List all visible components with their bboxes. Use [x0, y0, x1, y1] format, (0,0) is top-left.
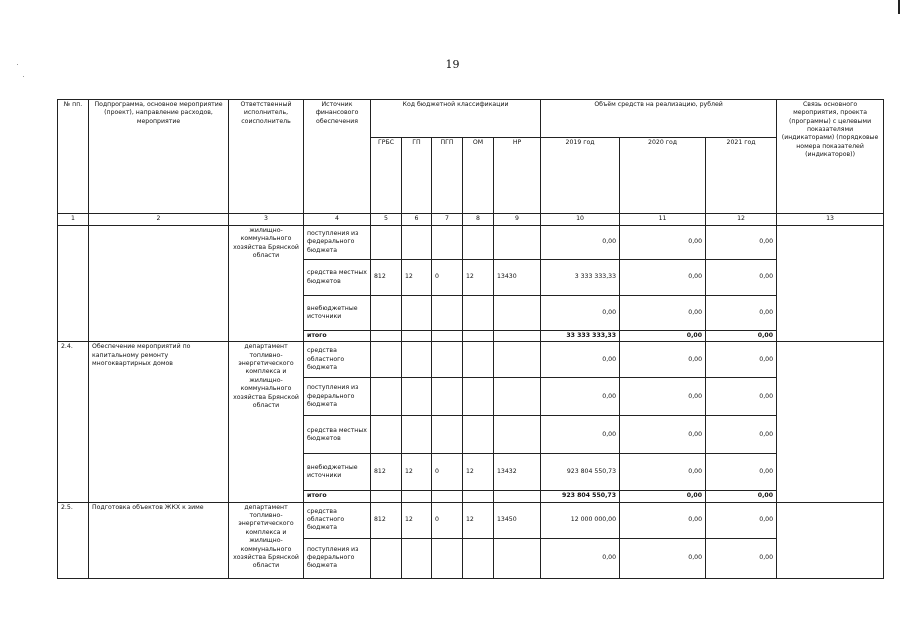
source-cell: внебюджетные источники	[304, 296, 371, 331]
pgp-cell	[432, 378, 463, 416]
pgp-cell	[432, 226, 463, 260]
amount-2019: 3 333 333,33	[541, 260, 620, 296]
pgp-cell	[432, 296, 463, 331]
amount-2021: 0,00	[706, 538, 777, 578]
amount-2021: 0,00	[706, 260, 777, 296]
total-2020: 0,00	[620, 491, 706, 502]
header-pgp: ПГП	[432, 138, 463, 214]
om-cell: 12	[463, 454, 494, 491]
column-number: 11	[620, 214, 706, 226]
om-cell: 12	[463, 502, 494, 538]
amount-2019: 0,00	[541, 416, 620, 454]
table-row	[58, 342, 884, 378]
pgp-cell	[432, 538, 463, 578]
source-cell: средства местных бюджетов	[304, 260, 371, 296]
np-cell	[494, 226, 541, 260]
scan-speck	[23, 76, 24, 77]
np-cell	[494, 331, 541, 342]
gp-cell	[402, 331, 432, 342]
header-source: Источник финансового обеспечения	[304, 100, 371, 214]
pgp-cell	[432, 491, 463, 502]
total-2021: 0,00	[706, 331, 777, 342]
amount-2021: 0,00	[706, 416, 777, 454]
gp-cell: 12	[402, 260, 432, 296]
header-num: № пп.	[58, 100, 89, 214]
header-2020: 2020 год	[620, 138, 706, 214]
source-cell: поступления из федерального бюджета	[304, 538, 371, 578]
amount-2019: 0,00	[541, 378, 620, 416]
total-label: итого	[304, 331, 371, 342]
np-cell	[494, 378, 541, 416]
amount-2021: 0,00	[706, 502, 777, 538]
source-cell: внебюджетные источники	[304, 454, 371, 491]
amount-2021: 0,00	[706, 454, 777, 491]
amount-2021: 0,00	[706, 342, 777, 378]
column-number: 10	[541, 214, 620, 226]
om-cell	[463, 296, 494, 331]
om-cell	[463, 226, 494, 260]
total-label: итого	[304, 491, 371, 502]
item-responsible: жилищно-коммунального хозяйства Брянской области	[229, 226, 304, 342]
amount-2020: 0,00	[620, 342, 706, 378]
column-number: 3	[229, 214, 304, 226]
column-number: 2	[89, 214, 229, 226]
gp-cell: 12	[402, 454, 432, 491]
amount-2020: 0,00	[620, 296, 706, 331]
column-number: 4	[304, 214, 371, 226]
source-cell: поступления из федерального бюджета	[304, 378, 371, 416]
source-cell: средства областного бюджета	[304, 502, 371, 538]
grbs-cell	[371, 416, 402, 454]
pgp-cell	[432, 331, 463, 342]
item-responsible: департамент топливно-энергетического комплекса и жилищно-коммунального хозяйства Брянской области	[229, 342, 304, 502]
grbs-cell: 812	[371, 260, 402, 296]
page-number: 19	[445, 58, 460, 71]
item-responsible: департамент топливно-энергетического комплекса и жилищно-коммунального хозяйства Брянской области	[229, 502, 304, 578]
header-budget-code: Код бюджетной классификации	[371, 100, 541, 138]
om-cell	[463, 416, 494, 454]
pgp-cell: 0	[432, 502, 463, 538]
np-cell: 13450	[494, 502, 541, 538]
gp-cell	[402, 491, 432, 502]
header-gp: ГП	[402, 138, 432, 214]
grbs-cell	[371, 226, 402, 260]
om-cell	[463, 378, 494, 416]
pgp-cell: 0	[432, 260, 463, 296]
gp-cell	[402, 226, 432, 260]
indicator-link	[777, 226, 884, 342]
np-cell	[494, 538, 541, 578]
grbs-cell	[371, 342, 402, 378]
amount-2020: 0,00	[620, 416, 706, 454]
om-cell	[463, 491, 494, 502]
header-link: Связь основного мероприятия, проекта (программы) с целевыми показателями (индикаторами) (порядковые номера показателей (индикаторов))	[777, 100, 884, 214]
np-cell	[494, 296, 541, 331]
amount-2019: 12 000 000,00	[541, 502, 620, 538]
gp-cell	[402, 296, 432, 331]
column-number: 1	[58, 214, 89, 226]
amount-2019: 923 804 550,73	[541, 454, 620, 491]
total-2021: 0,00	[706, 491, 777, 502]
pgp-cell	[432, 416, 463, 454]
total-2020: 0,00	[620, 331, 706, 342]
grbs-cell: 812	[371, 502, 402, 538]
om-cell: 12	[463, 260, 494, 296]
pgp-cell: 0	[432, 454, 463, 491]
budget-table	[57, 99, 884, 579]
amount-2021: 0,00	[706, 296, 777, 331]
column-number: 5	[371, 214, 402, 226]
amount-2019: 0,00	[541, 342, 620, 378]
np-cell	[494, 416, 541, 454]
amount-2020: 0,00	[620, 502, 706, 538]
item-number: 2.4.	[58, 342, 89, 502]
indicator-link	[777, 502, 884, 578]
column-number: 12	[706, 214, 777, 226]
column-number: 8	[463, 214, 494, 226]
header-om: ОМ	[463, 138, 494, 214]
grbs-cell	[371, 331, 402, 342]
column-number: 13	[777, 214, 884, 226]
grbs-cell	[371, 296, 402, 331]
header-2019: 2019 год	[541, 138, 620, 214]
grbs-cell	[371, 491, 402, 502]
column-number: 9	[494, 214, 541, 226]
gp-cell	[402, 538, 432, 578]
indicator-link	[777, 342, 884, 502]
amount-2021: 0,00	[706, 226, 777, 260]
header-responsible: Ответственный исполнитель, соисполнитель	[229, 100, 304, 214]
header-2021: 2021 год	[706, 138, 777, 214]
grbs-cell: 812	[371, 454, 402, 491]
header-program: Подпрограмма, основное мероприятие (проект), направление расходов, мероприятие	[89, 100, 229, 214]
total-2019: 33 333 333,33	[541, 331, 620, 342]
amount-2020: 0,00	[620, 378, 706, 416]
source-cell: поступления из федерального бюджета	[304, 226, 371, 260]
header-volume: Объём средств на реализацию, рублей	[541, 100, 777, 138]
total-2019: 923 804 550,73	[541, 491, 620, 502]
np-cell	[494, 342, 541, 378]
amount-2019: 0,00	[541, 226, 620, 260]
column-number: 7	[432, 214, 463, 226]
column-number-row	[58, 214, 884, 226]
header-grbs: ГРБС	[371, 138, 402, 214]
table-row	[58, 226, 884, 260]
item-title	[89, 226, 229, 342]
om-cell	[463, 342, 494, 378]
amount-2019: 0,00	[541, 296, 620, 331]
amount-2020: 0,00	[620, 454, 706, 491]
column-number: 6	[402, 214, 432, 226]
item-title: Обеспечение мероприятий по капитальному ремонту многоквартирных домов	[89, 342, 229, 502]
pgp-cell	[432, 342, 463, 378]
amount-2021: 0,00	[706, 378, 777, 416]
om-cell	[463, 331, 494, 342]
item-title: Подготовка объектов ЖКХ к зиме	[89, 502, 229, 578]
table-row	[58, 502, 884, 538]
np-cell: 13432	[494, 454, 541, 491]
amount-2020: 0,00	[620, 260, 706, 296]
source-cell: средства областного бюджета	[304, 342, 371, 378]
np-cell: 13430	[494, 260, 541, 296]
grbs-cell	[371, 538, 402, 578]
grbs-cell	[371, 378, 402, 416]
source-cell: средства местных бюджетов	[304, 416, 371, 454]
gp-cell: 12	[402, 502, 432, 538]
header-row-1	[58, 100, 884, 138]
header-np: НР	[494, 138, 541, 214]
item-number: 2.5.	[58, 502, 89, 578]
margin-mark	[898, 0, 900, 14]
gp-cell	[402, 378, 432, 416]
om-cell	[463, 538, 494, 578]
gp-cell	[402, 342, 432, 378]
amount-2020: 0,00	[620, 538, 706, 578]
amount-2019: 0,00	[541, 538, 620, 578]
np-cell	[494, 491, 541, 502]
gp-cell	[402, 416, 432, 454]
item-number	[58, 226, 89, 342]
amount-2020: 0,00	[620, 226, 706, 260]
